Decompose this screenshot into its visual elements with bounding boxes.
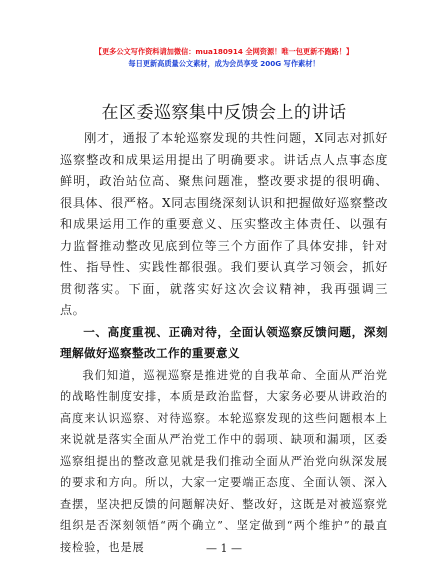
promo-banner-red: 【更多公文写作资料请加微信：mua180914 全网资源！唯一包更新不跑路！】	[94, 47, 354, 56]
section-paragraph-1: 我们知道，巡视巡察是推进党的自我革命、全面从严治党的战略性制度安排，本质是政治监督，大家务必要从讲政治的高度来认识巡察、对待巡察。本轮巡察发现的这些问题根本上来说就是落实全面从严治党工作中的弱项、缺项和漏项，区委巡察组提出的整改意见就是我们推动全面从严治党向纵深发展的要求和方向。所以，大家一定要端正态度、全面认领、深入查摆，坚决把反馈的问题解决好、整改好，这既是对被巡察党组织是否深刻领悟“两个确立”、坚定做到“两个维护”的最直接检验，也是展	[60, 368, 388, 554]
section-heading-1: 一、高度重视、正确对待，全面认领巡察反馈问题，深刻理解做好巡察整改工作的重要意义	[60, 324, 388, 360]
promo-banner-blue: 每日更新高质量公文素材，成为会员享受 200G 写作素材！	[128, 59, 320, 68]
page-number: — 1 —	[206, 542, 242, 555]
document-body	[60, 128, 388, 558]
document-title: 在区委巡察集中反馈会上的讲话	[101, 103, 347, 123]
opening-paragraph: 刚才，通报了本轮巡察发现的共性问题，X同志对抓好巡察整改和成果运用提出了明确要求。讲话点人点事态度鲜明，政治站位高、聚焦问题准，整改要求提的很明确、很具体、很严格。X同志围绕深刻认识和把握做好巡察整改和成果运用工作的重要意义、压实整改主体责任、以强有力监督推动整改见底到位等三个方面作了具体安排，针对性、指导性、实践性都很强。我们要认真学习领会，抓好贯彻落实。下面，就落实好这次会议精神，我再强调三点。	[60, 131, 388, 317]
